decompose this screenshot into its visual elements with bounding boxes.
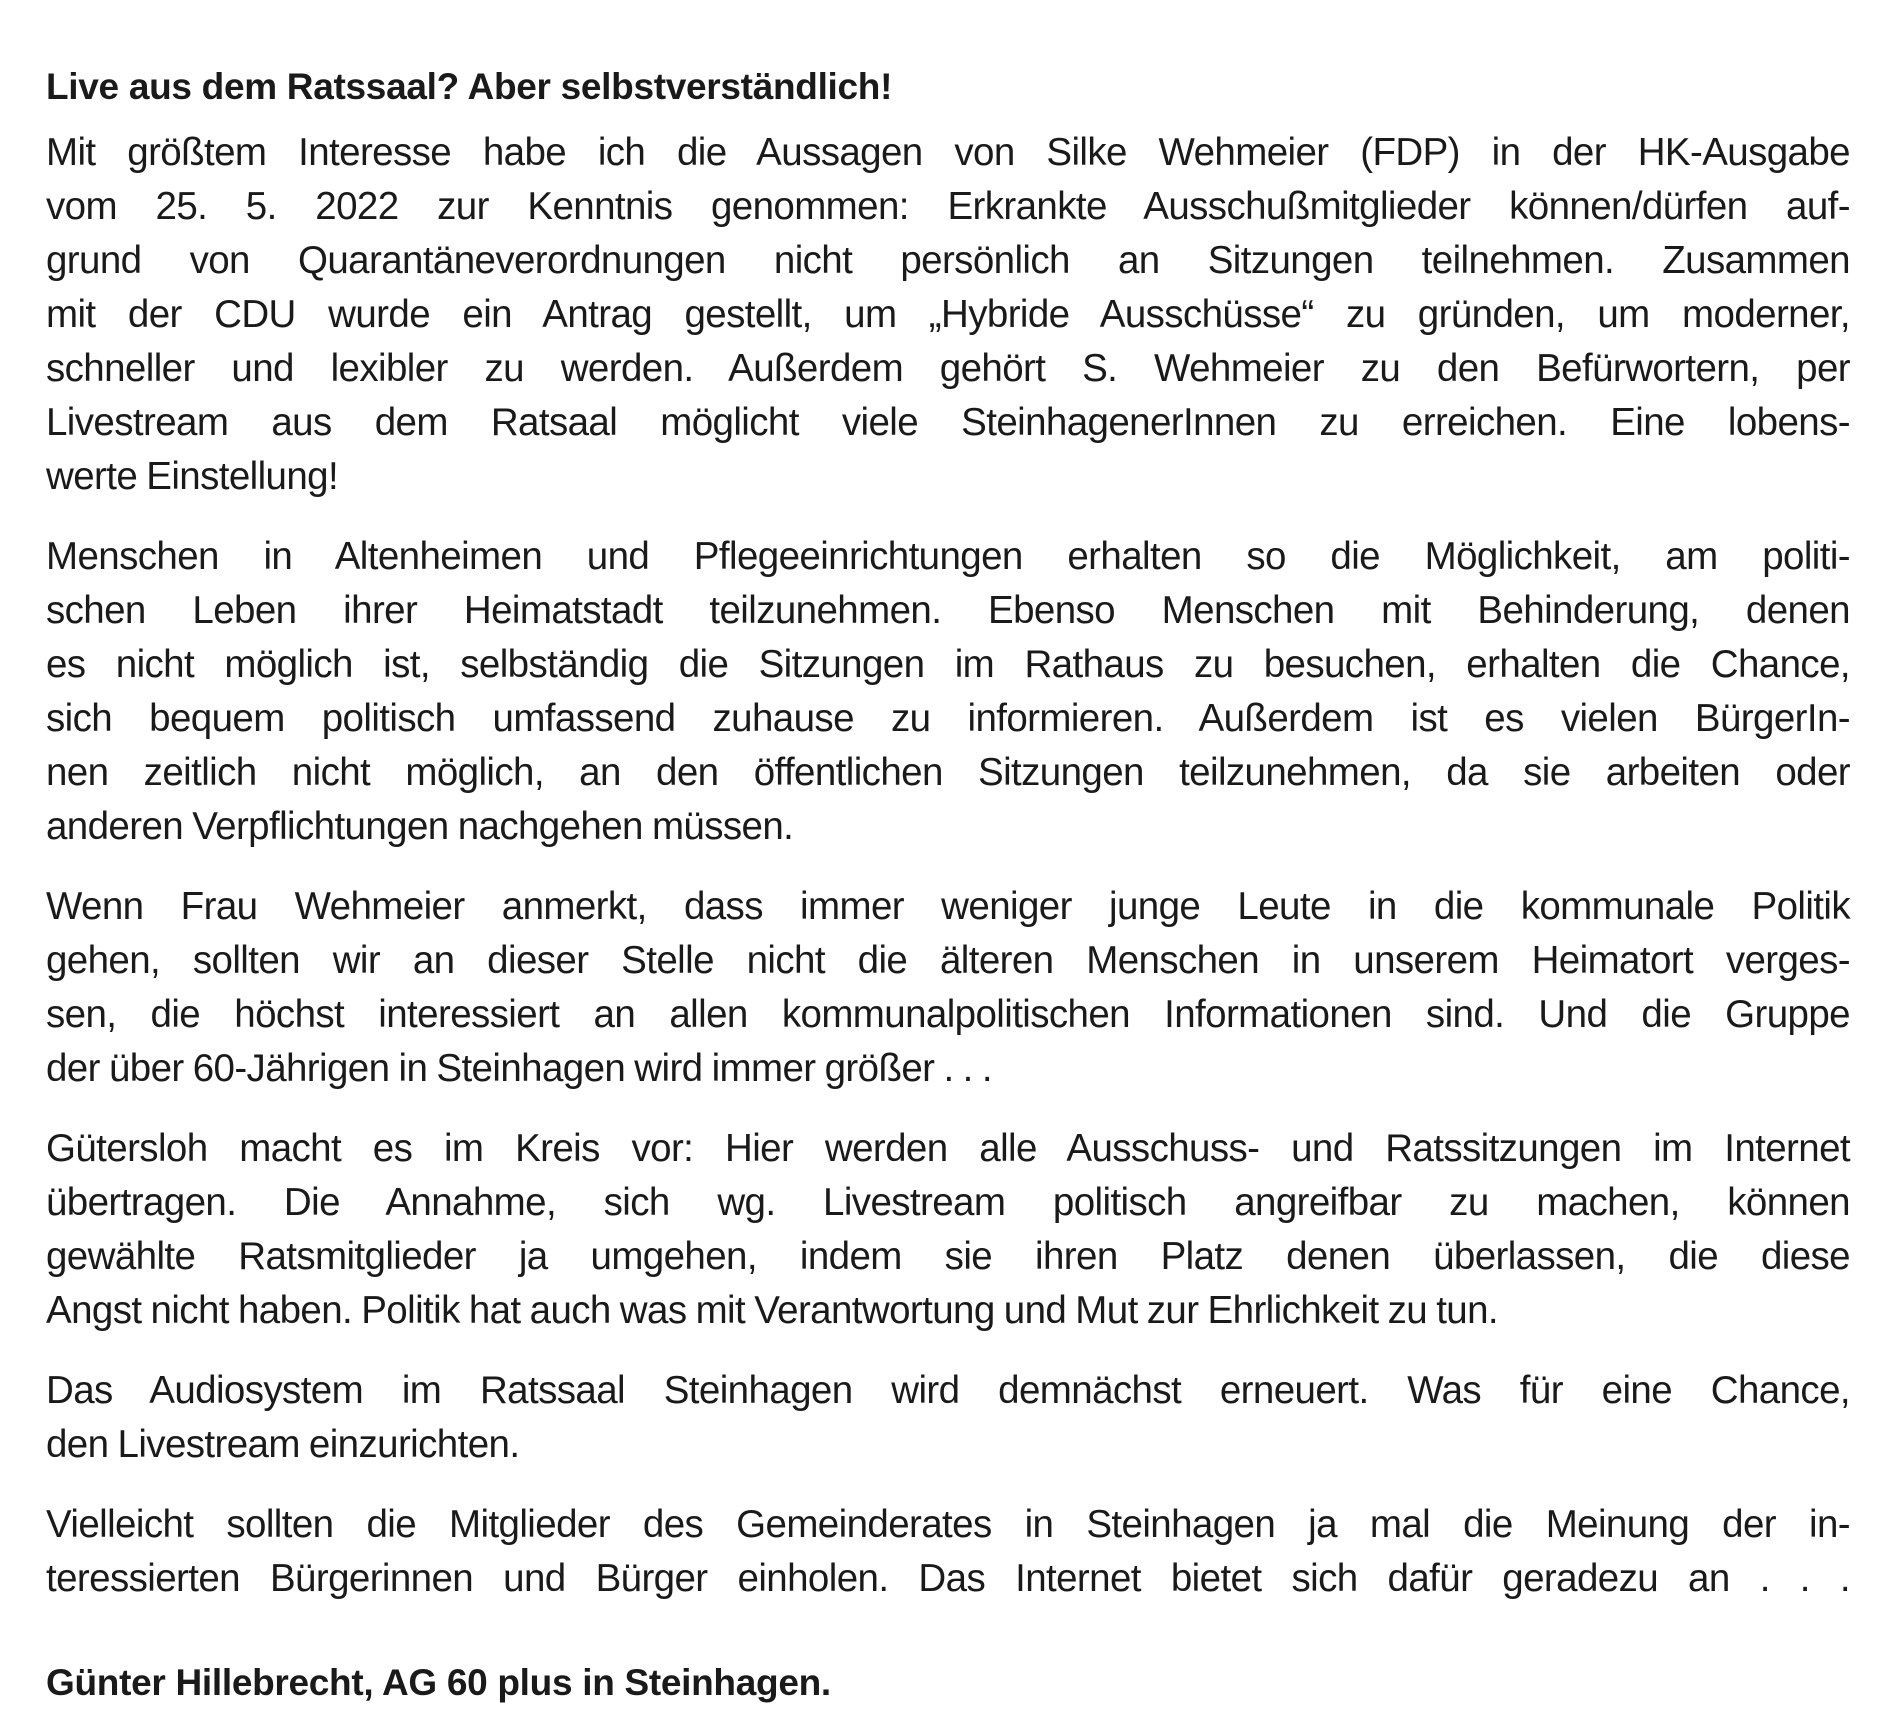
text-line: schen Leben ihrer Heimatstadt teilzunehmen. Ebenso Menschen mit Behinderung, denen [46, 589, 1850, 632]
paragraph-3 [46, 880, 1850, 1096]
paragraph-2 [46, 530, 1850, 854]
text-line: Das Audiosystem im Ratssaal Steinhagen wird demnächst erneuert. Was für eine Chance, [46, 1369, 1850, 1412]
text-line: schneller und lexibler zu werden. Außerdem gehört S. Wehmeier zu den Befürwortern, per [46, 347, 1850, 390]
text-line: mit der CDU wurde ein Antrag gestellt, um „Hybride Ausschüsse“ zu gründen, um moderner, [46, 293, 1850, 336]
text-line: Menschen in Altenheimen und Pflegeeinrichtungen erhalten so die Möglichkeit, am politi- [46, 535, 1850, 578]
text-line: gewählte Ratsmitglieder ja umgehen, indem sie ihren Platz denen überlassen, die diese [46, 1235, 1850, 1278]
text-line: Wenn Frau Wehmeier anmerkt, dass immer weniger junge Leute in die kommunale Politik [46, 885, 1850, 928]
text-line: werte Einstellung! [46, 455, 339, 498]
paragraph-1 [46, 126, 1850, 504]
article-title: Live aus dem Ratssaal? Aber selbstverständlich! [46, 66, 893, 107]
text-line: es nicht möglich ist, selbständig die Sitzungen im Rathaus zu besuchen, erhalten die Chance, [46, 643, 1850, 686]
text-line: Gütersloh macht es im Kreis vor: Hier werden alle Ausschuss- und Ratssitzungen im Internet [46, 1127, 1850, 1170]
text-line: sich bequem politisch umfassend zuhause zu informieren. Außerdem ist es vielen BürgerIn- [46, 697, 1850, 740]
text-line: Livestream aus dem Ratsaal möglicht viele SteinhagenerInnen zu erreichen. Eine lobens- [46, 401, 1850, 444]
paragraph-4 [46, 1122, 1850, 1338]
text-line: sen, die höchst interessiert an allen kommunalpolitischen Informationen sind. Und die Gruppe [46, 993, 1850, 1036]
author-signature: Günter Hillebrecht, AG 60 plus in Steinhagen. [46, 1662, 831, 1703]
text-line: Angst nicht haben. Politik hat auch was mit Verantwortung und Mut zur Ehrlichkeit zu tun. [46, 1289, 1499, 1332]
text-line: der über 60-Jährigen in Steinhagen wird immer größer . . . [46, 1047, 992, 1090]
text-line: den Livestream einzurichten. [46, 1423, 520, 1466]
text-line: teressierten Bürgerinnen und Bürger einholen. Das Internet bietet sich dafür geradezu an . . . [46, 1557, 1850, 1600]
paragraph-6 [46, 1498, 1850, 1606]
text-line: vom 25. 5. 2022 zur Kenntnis genommen: Erkrankte Ausschußmitglieder können/dürfen auf- [46, 185, 1850, 228]
paragraph-5 [46, 1364, 1850, 1472]
text-line: grund von Quarantäneverordnungen nicht persönlich an Sitzungen teilnehmen. Zusammen [46, 239, 1850, 282]
text-line: gehen, sollten wir an dieser Stelle nicht die älteren Menschen in unserem Heimatort verges- [46, 939, 1850, 982]
letter-to-editor [46, 60, 1850, 1710]
text-line: übertragen. Die Annahme, sich wg. Livestream politisch angreifbar zu machen, können [46, 1181, 1850, 1224]
text-line: Mit größtem Interesse habe ich die Aussagen von Silke Wehmeier (FDP) in der HK-Ausgabe [46, 131, 1850, 174]
text-line: nen zeitlich nicht möglich, an den öffentlichen Sitzungen teilzunehmen, da sie arbeiten oder [46, 751, 1850, 794]
text-line: anderen Verpflichtungen nachgehen müssen. [46, 805, 794, 848]
text-line: Vielleicht sollten die Mitglieder des Gemeinderates in Steinhagen ja mal die Meinung der in- [46, 1503, 1850, 1546]
